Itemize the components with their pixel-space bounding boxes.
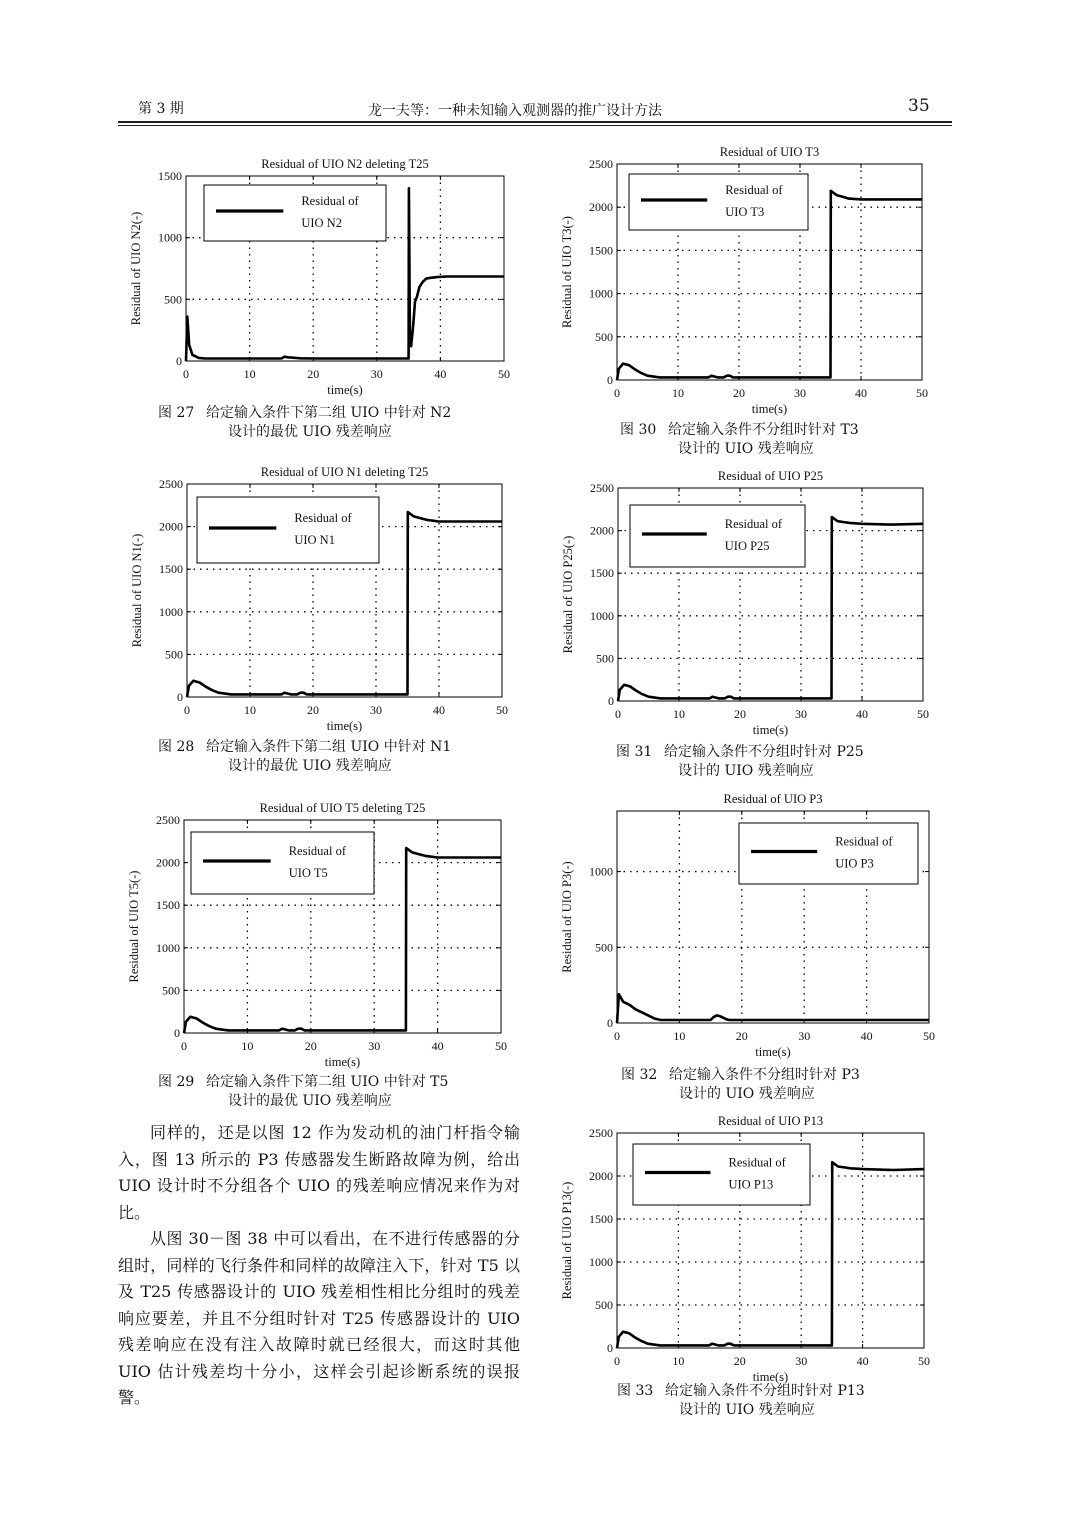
- caption-number: 图 27: [158, 405, 195, 421]
- x-tick-label: 20: [307, 703, 319, 717]
- y-tick-label: 1000: [159, 604, 183, 619]
- legend-label: UIO T3: [725, 205, 765, 219]
- y-tick-label: 1000: [156, 940, 180, 955]
- legend-label: Residual of: [835, 834, 893, 849]
- caption-fig27: [158, 404, 451, 442]
- caption-line1: 给定输入条件下第二组 UIO 中针对 N2: [206, 405, 452, 421]
- caption-line1: 给定输入条件下第二组 UIO 中针对 N1: [206, 739, 452, 755]
- legend-label: UIO P3: [835, 856, 874, 871]
- y-axis-label: Residual of UIO T5(-): [127, 870, 141, 983]
- y-tick-label: 0: [608, 694, 614, 708]
- y-tick-label: 2000: [589, 1169, 613, 1183]
- legend-label: UIO N1: [294, 533, 335, 547]
- legend-label: UIO P13: [728, 1177, 774, 1192]
- y-tick-label: 2500: [590, 481, 614, 495]
- x-axis-label: time(s): [755, 1045, 791, 1059]
- x-tick-label: 0: [614, 1354, 620, 1368]
- legend-label: Residual of: [301, 194, 359, 208]
- caption-line1: 给定输入条件不分组时针对 T3: [668, 422, 859, 438]
- chart-title: Residual of UIO P3: [723, 792, 823, 806]
- y-tick-label: 1000: [589, 1255, 613, 1269]
- x-axis-label: time(s): [324, 1055, 361, 1069]
- y-axis-label: Residual of UIO P25(-): [561, 535, 575, 654]
- x-tick-label: 20: [733, 386, 745, 400]
- chart-title: Residual of UIO T5 deleting T25: [259, 801, 426, 815]
- y-tick-label: 2500: [159, 477, 183, 491]
- x-tick-label: 10: [673, 707, 685, 721]
- x-tick-label: 10: [672, 386, 684, 400]
- caption-line2: 设计的 UIO 残差响应: [679, 1086, 815, 1102]
- y-tick-label: 0: [176, 354, 182, 368]
- y-tick-label: 2000: [156, 855, 180, 870]
- x-tick-label: 10: [672, 1354, 685, 1368]
- x-tick-label: 40: [431, 1039, 444, 1053]
- y-tick-label: 1500: [590, 566, 614, 581]
- x-tick-label: 40: [433, 703, 445, 717]
- y-tick-label: 500: [595, 1298, 613, 1312]
- x-tick-label: 10: [244, 703, 256, 717]
- legend-label: Residual of: [288, 844, 347, 858]
- caption-line2: 设计的最优 UIO 残差响应: [228, 758, 392, 774]
- y-tick-label: 0: [607, 373, 613, 387]
- paragraph: 同样的，还是以图 12 作为发动机的油门杆指令输入，图 13 所示的 P3 传感器发生断路故障为例，给出 UIO 设计时不分组各个 UIO 的残差响应情况来作为对比。: [118, 1123, 520, 1222]
- caption-fig29: [158, 1073, 448, 1111]
- x-tick-label: 20: [734, 707, 746, 721]
- x-tick-label: 30: [370, 703, 382, 717]
- x-axis-label: time(s): [326, 719, 363, 733]
- y-tick-label: 0: [174, 1026, 180, 1040]
- caption-number: 图 32: [621, 1067, 658, 1083]
- x-tick-label: 40: [856, 1354, 869, 1368]
- y-tick-label: 500: [595, 940, 613, 955]
- x-tick-label: 30: [795, 1354, 808, 1368]
- y-tick-label: 1000: [589, 864, 613, 879]
- chart-title: Residual of UIO T3: [719, 145, 820, 159]
- y-axis-label: Residual of UIO N1(-): [130, 533, 144, 648]
- x-tick-label: 30: [795, 707, 807, 721]
- y-tick-label: 500: [162, 983, 180, 998]
- caption-number: 图 33: [617, 1383, 654, 1399]
- x-tick-label: 20: [735, 1029, 748, 1043]
- legend-box: [633, 1144, 810, 1205]
- y-axis-label: Residual of UIO P3(-): [560, 861, 574, 973]
- x-tick-label: 50: [918, 1354, 930, 1368]
- y-tick-label: 0: [607, 1016, 613, 1030]
- x-tick-label: 10: [673, 1029, 686, 1043]
- y-tick-label: 1000: [158, 230, 182, 245]
- y-axis-label: Residual of UIO P13(-): [560, 1181, 574, 1300]
- caption-number: 图 31: [616, 744, 653, 760]
- x-tick-label: 0: [181, 1039, 187, 1053]
- x-tick-label: 40: [856, 707, 868, 721]
- x-tick-label: 0: [183, 367, 189, 381]
- x-tick-label: 50: [496, 703, 508, 717]
- caption-fig32: [621, 1066, 860, 1104]
- y-tick-label: 2000: [589, 200, 613, 215]
- body-text: [118, 1120, 520, 1412]
- y-tick-label: 1500: [158, 169, 182, 183]
- legend-label: UIO N2: [301, 216, 342, 230]
- x-tick-label: 0: [614, 1029, 620, 1043]
- legend-label: Residual of: [728, 1155, 786, 1170]
- caption-line2: 设计的 UIO 残差响应: [679, 1402, 815, 1418]
- y-tick-label: 2500: [156, 813, 180, 827]
- y-tick-label: 2000: [159, 519, 183, 534]
- x-axis-label: time(s): [752, 723, 789, 737]
- x-tick-label: 50: [495, 1039, 507, 1053]
- x-tick-label: 30: [368, 1039, 381, 1053]
- x-tick-label: 50: [916, 386, 928, 400]
- x-tick-label: 30: [370, 367, 383, 381]
- page-number: 35: [908, 96, 930, 116]
- legend-label: Residual of: [725, 183, 783, 197]
- caption-line1: 给定输入条件不分组时针对 P25: [664, 744, 864, 760]
- y-tick-label: 1500: [589, 1212, 613, 1226]
- caption-line1: 给定输入条件下第二组 UIO 中针对 T5: [206, 1074, 449, 1090]
- y-tick-label: 2000: [590, 523, 614, 538]
- legend-label: Residual of: [724, 517, 783, 531]
- y-axis-label: Residual of UIO T3(-): [560, 216, 574, 328]
- header-issue: 第 3 期: [138, 101, 184, 117]
- x-tick-label: 20: [733, 1354, 746, 1368]
- chart-title: Residual of UIO N1 deleting T25: [260, 465, 429, 479]
- y-tick-label: 500: [596, 651, 614, 666]
- x-tick-label: 0: [184, 703, 190, 717]
- caption-number: 图 30: [620, 422, 657, 438]
- y-tick-label: 0: [177, 690, 183, 704]
- legend-label: UIO T5: [288, 866, 328, 880]
- x-tick-label: 50: [923, 1029, 935, 1043]
- caption-number: 图 29: [158, 1074, 195, 1090]
- chart-title: Residual of UIO N2 deleting T25: [261, 157, 429, 171]
- x-tick-label: 10: [243, 367, 256, 381]
- legend-label: Residual of: [294, 511, 352, 525]
- x-tick-label: 40: [855, 386, 867, 400]
- caption-line2: 设计的 UIO 残差响应: [678, 763, 814, 779]
- legend-label: UIO P25: [724, 539, 770, 553]
- caption-number: 图 28: [158, 739, 195, 755]
- y-axis-label: Residual of UIO N2(-): [129, 211, 143, 326]
- y-tick-label: 1500: [159, 562, 183, 577]
- caption-fig28: [158, 738, 451, 776]
- x-tick-label: 20: [304, 1039, 317, 1053]
- y-tick-label: 500: [595, 329, 613, 344]
- caption-line1: 给定输入条件不分组时针对 P3: [669, 1067, 860, 1083]
- x-tick-label: 50: [917, 707, 929, 721]
- x-tick-label: 10: [241, 1039, 254, 1053]
- y-tick-label: 1500: [156, 898, 180, 913]
- caption-fig33: [617, 1382, 865, 1420]
- x-tick-label: 30: [794, 386, 806, 400]
- x-tick-label: 30: [798, 1029, 811, 1043]
- caption-line2: 设计的最优 UIO 残差响应: [228, 1093, 392, 1109]
- x-tick-label: 0: [614, 386, 620, 400]
- y-tick-label: 1000: [589, 286, 613, 301]
- chart-title: Residual of UIO P13: [717, 1114, 824, 1128]
- caption-line1: 给定输入条件不分组时针对 P13: [665, 1383, 865, 1399]
- x-axis-label: time(s): [327, 383, 363, 397]
- y-tick-label: 1000: [590, 608, 614, 623]
- caption-line2: 设计的最优 UIO 残差响应: [228, 424, 392, 440]
- caption-fig31: [616, 743, 864, 781]
- x-axis-label: time(s): [751, 402, 788, 416]
- y-tick-label: 0: [607, 1341, 613, 1355]
- x-tick-label: 20: [307, 367, 320, 381]
- x-tick-label: 40: [860, 1029, 873, 1043]
- paragraph: 从图 30－图 38 中可以看出，在不进行传感器的分组时，同样的飞行条件和同样的故障注入下，针对 T5 以及 T25 传感器设计的 UIO 残差相性相比分组时的残差响应要差，并且不分组时针对 T25 传感器设计的 UIO 残差响应在没有注入故障时就已经很大，而这时其他 UIO 估计残差均十分小，这样会引起诊断系统的误报警。: [118, 1229, 520, 1407]
- x-axis-label: time(s): [752, 1370, 789, 1384]
- y-tick-label: 1500: [589, 243, 613, 258]
- x-tick-label: 0: [615, 707, 621, 721]
- chart-title: Residual of UIO P25: [717, 469, 824, 483]
- caption-fig30: [620, 421, 859, 459]
- x-tick-label: 40: [434, 367, 447, 381]
- caption-line2: 设计的 UIO 残差响应: [678, 441, 814, 457]
- x-tick-label: 50: [498, 367, 510, 381]
- y-tick-label: 500: [165, 647, 183, 662]
- y-tick-label: 500: [164, 292, 182, 307]
- header-title: 龙一夫等：一种未知输入观测器的推广设计方法: [368, 103, 662, 119]
- y-tick-label: 2500: [589, 157, 613, 171]
- y-tick-label: 2500: [589, 1126, 613, 1140]
